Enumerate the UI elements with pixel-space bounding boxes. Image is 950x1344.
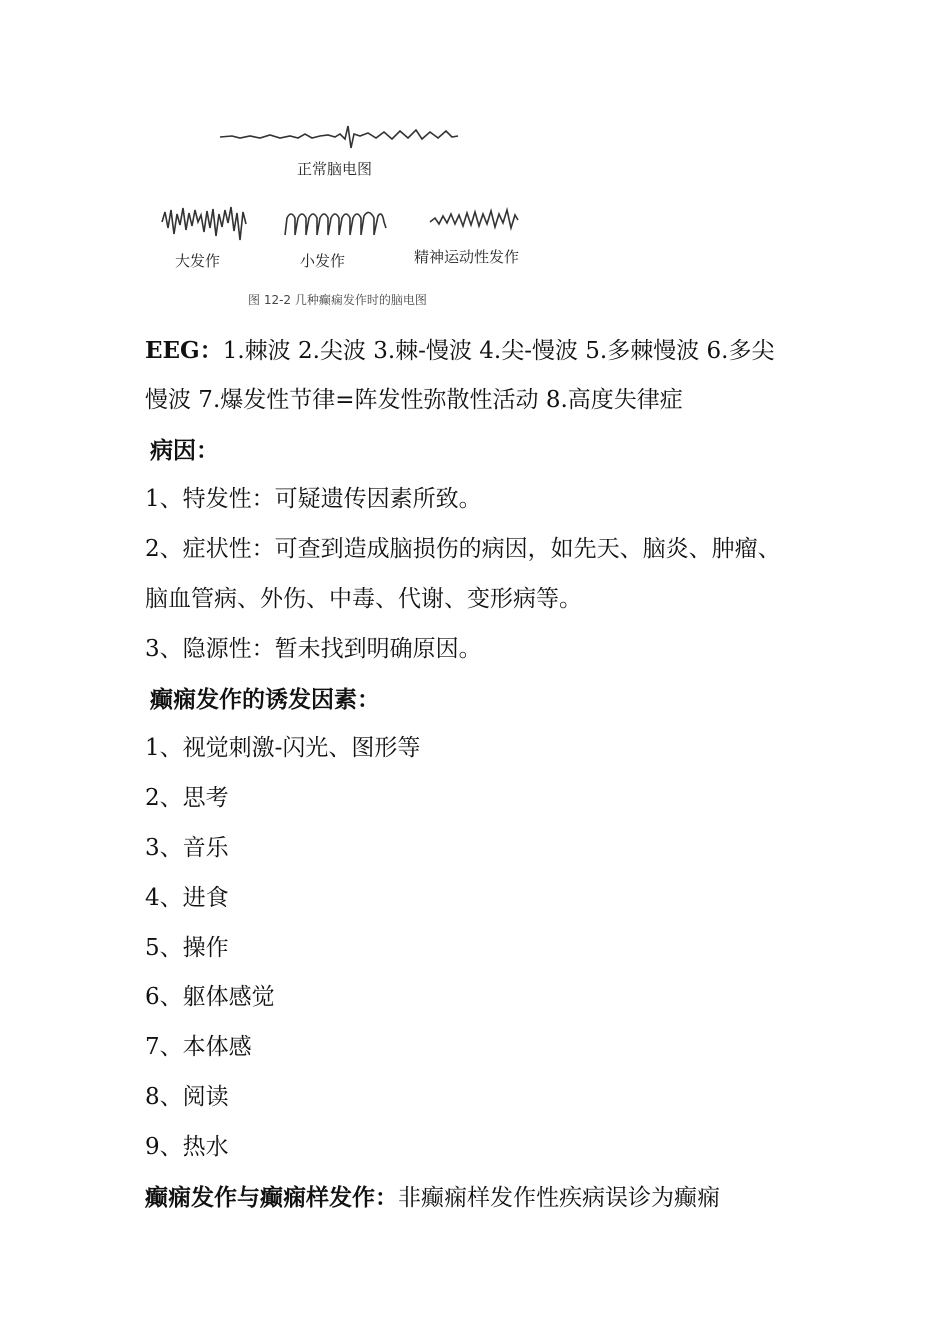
psychomotor-label: 精神运动性发作 <box>414 248 520 266</box>
etiology-heading: 病因： <box>150 436 219 464</box>
trigger-item: 3、音乐 <box>145 834 229 861</box>
eeg-colon: ： <box>199 337 223 364</box>
trigger-item: 6、躯体感觉 <box>145 984 275 1011</box>
grand-mal-label: 大发作 <box>175 252 221 270</box>
eeg-label: EEG <box>145 337 200 364</box>
triggers-heading: 癫痫发作的诱发因素： <box>150 685 380 713</box>
normal-eeg-trace <box>220 126 458 148</box>
eeg-line-1 <box>145 326 825 376</box>
etiology-item: 1、特发性：可疑遗传因素所致。 <box>145 486 482 513</box>
final-line <box>145 1173 825 1223</box>
trigger-item: 5、操作 <box>145 934 229 961</box>
eeg-waveforms <box>140 110 580 320</box>
document-body <box>145 326 825 1222</box>
petit-mal-label: 小发作 <box>300 252 346 270</box>
final-text: 非癫痫样发作性疾病误诊为癫痫 <box>398 1184 720 1211</box>
petit-mal-trace <box>285 212 386 235</box>
eeg-text-1: 1.棘波 2.尖波 3.棘-慢波 4.尖-慢波 5.多棘慢波 6.多尖 <box>222 338 775 364</box>
etiology-item: 2、症状性：可查到造成脑损伤的病因，如先天、脑炎、肿瘤、 <box>145 536 781 563</box>
trigger-item: 8、阅读 <box>145 1083 229 1110</box>
eeg-line-2: 慢波 7.爆发性节律=阵发性弥散性活动 8.高度失律症 <box>145 386 683 413</box>
normal-eeg-label: 正常脑电图 <box>297 160 373 178</box>
figure-caption: 图 12-2 几种癫痫发作时的脑电图 <box>248 293 427 307</box>
trigger-item: 9、热水 <box>145 1133 229 1160</box>
etiology-item: 脑血管病、外伤、中毒、代谢、变形病等。 <box>145 585 582 612</box>
etiology-item: 3、隐源性：暂未找到明确原因。 <box>145 635 482 662</box>
psychomotor-trace <box>430 210 518 228</box>
trigger-item: 2、思考 <box>145 785 229 812</box>
eeg-figure <box>140 110 580 320</box>
trigger-item: 4、进食 <box>145 884 229 911</box>
final-heading: 癫痫发作与癫痫样发作： <box>145 1183 398 1211</box>
grand-mal-trace <box>162 207 246 240</box>
trigger-item: 7、本体感 <box>145 1034 252 1061</box>
trigger-item: 1、视觉刺激-闪光、图形等 <box>145 735 421 762</box>
